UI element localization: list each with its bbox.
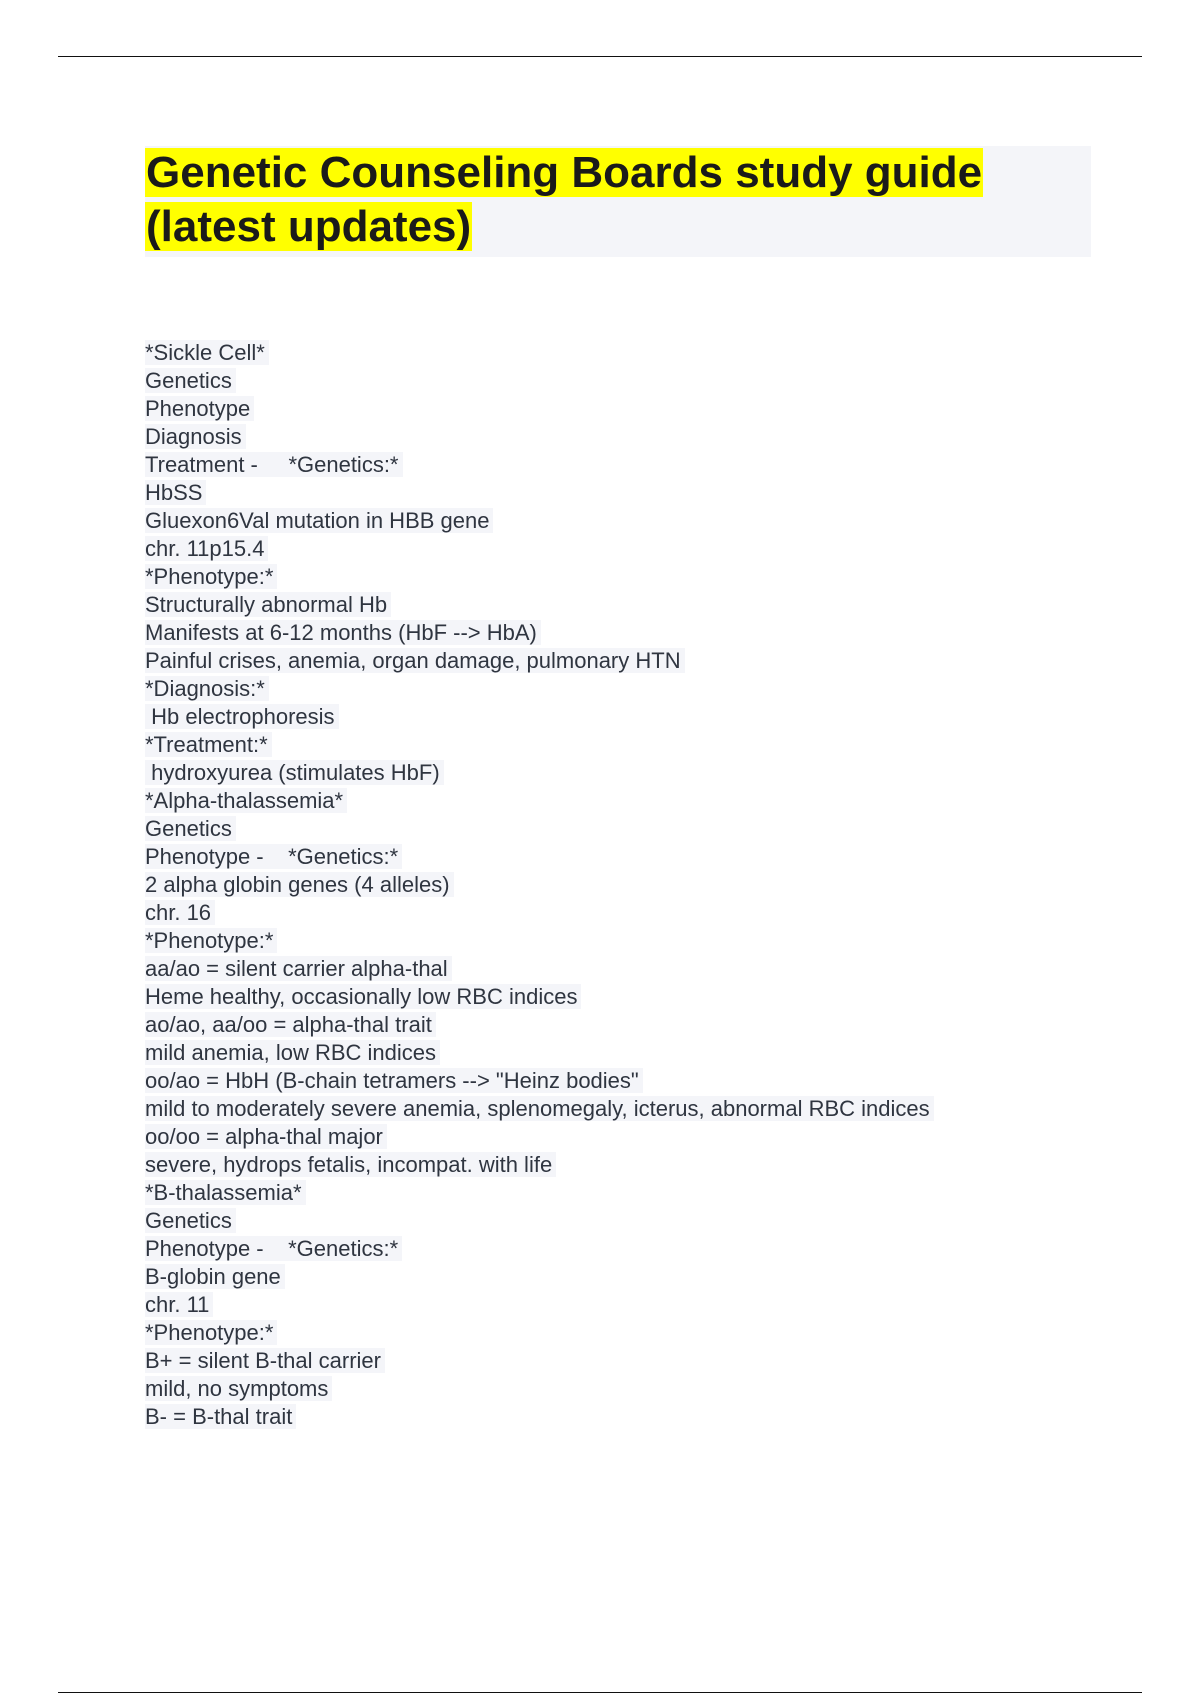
text-line (145, 675, 1105, 703)
text-line (145, 563, 1105, 591)
text-line-content: Manifests at 6-12 months (HbF --> HbA) (145, 620, 541, 645)
text-line (145, 619, 1105, 647)
text-line-content: ao/ao, aa/oo = alpha-thal trait (145, 1012, 436, 1037)
bottom-rule (58, 1692, 1142, 1693)
text-line-content: *Phenotype:* (145, 564, 277, 589)
text-line-content: mild to moderately severe anemia, splenomegaly, icterus, abnormal RBC indices (145, 1096, 934, 1121)
text-line-content: Genetics (145, 1208, 236, 1233)
text-line (145, 479, 1105, 507)
text-line-content: mild anemia, low RBC indices (145, 1040, 440, 1065)
text-line-content: severe, hydrops fetalis, incompat. with life (145, 1152, 556, 1177)
document-title (145, 146, 1091, 254)
text-line-content: HbSS (145, 480, 206, 505)
text-line-content: Treatment - *Genetics:* (145, 452, 403, 477)
text-line-content: 2 alpha globin genes (4 alleles) (145, 872, 454, 897)
text-line (145, 815, 1105, 843)
text-line (145, 1235, 1105, 1263)
text-line (145, 1403, 1105, 1431)
text-line (145, 703, 1105, 731)
top-rule (58, 56, 1142, 57)
text-line-content: *B-thalassemia* (145, 1180, 306, 1205)
text-line-content: aa/ao = silent carrier alpha-thal (145, 956, 452, 981)
text-line (145, 1067, 1105, 1095)
text-line-content: *Diagnosis:* (145, 676, 269, 701)
document-body (145, 339, 1105, 1431)
text-line (145, 1039, 1105, 1067)
text-line (145, 1123, 1105, 1151)
text-line (145, 983, 1105, 1011)
text-line (145, 395, 1105, 423)
text-line-content: *Alpha-thalassemia* (145, 788, 347, 813)
text-line (145, 591, 1105, 619)
text-line (145, 1347, 1105, 1375)
text-line (145, 955, 1105, 983)
text-line (145, 1319, 1105, 1347)
text-line (145, 367, 1105, 395)
text-line (145, 899, 1105, 927)
title-block (145, 146, 1091, 257)
text-line-content: hydroxyurea (stimulates HbF) (145, 760, 444, 785)
text-line (145, 927, 1105, 955)
title-highlight: Genetic Counseling Boards study guide (latest updates) (146, 148, 983, 251)
text-line-content: Structurally abnormal Hb (145, 592, 391, 617)
text-line (145, 759, 1105, 787)
text-line-content: Genetics (145, 816, 236, 841)
text-line (145, 647, 1105, 675)
text-line-content: B- = B-thal trait (145, 1404, 296, 1429)
text-line-content: *Phenotype:* (145, 928, 277, 953)
text-line-content: Phenotype (145, 396, 254, 421)
text-line-content: B+ = silent B-thal carrier (145, 1348, 385, 1373)
text-line (145, 787, 1105, 815)
text-line (145, 1207, 1105, 1235)
text-line (145, 423, 1105, 451)
text-line-content: Painful crises, anemia, organ damage, pulmonary HTN (145, 648, 685, 673)
text-line-content: chr. 11p15.4 (145, 536, 268, 561)
text-line (145, 843, 1105, 871)
text-line-content: oo/ao = HbH (B-chain tetramers --> "Heinz bodies" (145, 1068, 643, 1093)
text-line-content: Gluexon6Val mutation in HBB gene (145, 508, 493, 533)
text-line-content: chr. 16 (145, 900, 215, 925)
text-line (145, 1375, 1105, 1403)
text-line (145, 731, 1105, 759)
text-line (145, 339, 1105, 367)
text-line (145, 1179, 1105, 1207)
text-line-content: Heme healthy, occasionally low RBC indices (145, 984, 581, 1009)
text-line (145, 535, 1105, 563)
text-line (145, 451, 1105, 479)
text-line-content: B-globin gene (145, 1264, 285, 1289)
text-line-content: mild, no symptoms (145, 1376, 332, 1401)
text-line-content: *Sickle Cell* (145, 340, 269, 365)
text-line (145, 1011, 1105, 1039)
text-line-content: *Treatment:* (145, 732, 272, 757)
text-line-content: Phenotype - *Genetics:* (145, 844, 402, 869)
text-line-content: Genetics (145, 368, 236, 393)
text-line-content: oo/oo = alpha-thal major (145, 1124, 387, 1149)
text-line-content: *Phenotype:* (145, 1320, 277, 1345)
text-line (145, 1151, 1105, 1179)
text-line-content: Diagnosis (145, 424, 246, 449)
text-line-content: chr. 11 (145, 1292, 213, 1317)
text-line-content: Phenotype - *Genetics:* (145, 1236, 402, 1261)
text-line-content: Hb electrophoresis (145, 704, 339, 729)
text-line (145, 1291, 1105, 1319)
text-line (145, 1095, 1105, 1123)
text-line (145, 1263, 1105, 1291)
text-line (145, 507, 1105, 535)
text-line (145, 871, 1105, 899)
